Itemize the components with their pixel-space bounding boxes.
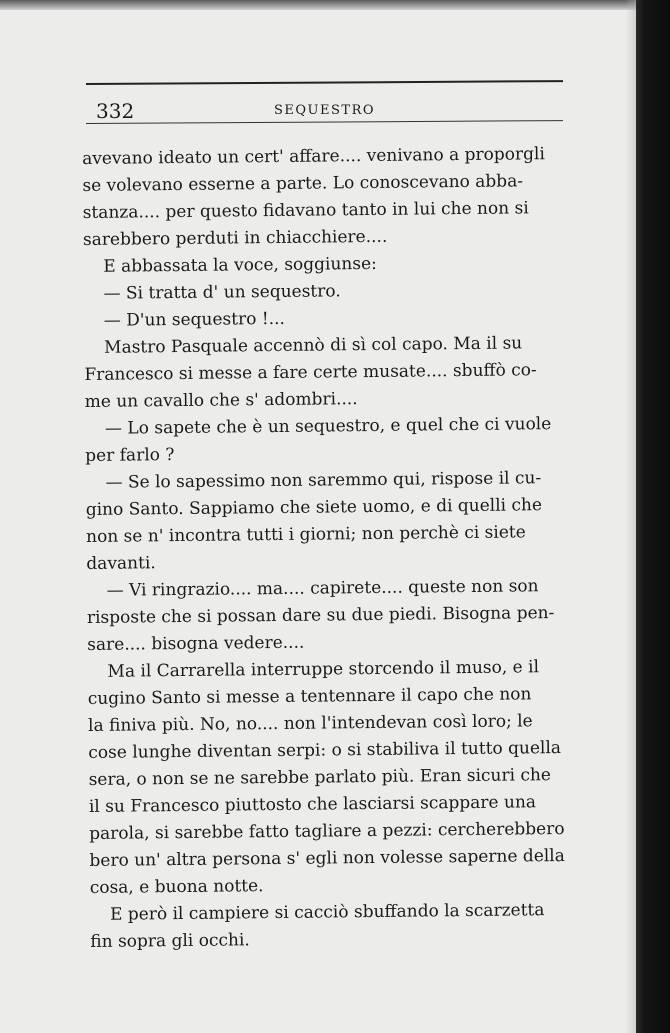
body-text [82, 141, 584, 956]
text-line: E abbassata la voce, soggiunse: [103, 253, 377, 277]
text-line: cugino Santo si messe a tentennare il capo che non [87, 684, 532, 709]
page-number: 332 [96, 99, 135, 123]
text-line: Francesco si messe a fare certe musate.... sbuffò co- [84, 360, 537, 385]
text-line: Mastro Pasquale accennò di sì col capo. Ma il su [104, 333, 523, 358]
text-line: sare.... bisogna vedere.... [87, 632, 305, 655]
text-line: — Si tratta d' un sequestro. [103, 281, 341, 304]
page-top-shadow [0, 0, 640, 10]
book-spine [636, 0, 670, 1033]
text-line: cosa, e buona notte. [89, 876, 264, 898]
text-line: gino Santo. Sappiamo che siete uomo, e di quelli che [85, 495, 543, 520]
text-line: per farlo ? [85, 445, 175, 466]
text-line: bero un' altra persona s' egli non volesse saperne della [89, 845, 565, 871]
text-line: parola, si sarebbe fatto tagliare a pezzi: cercherebbero [89, 818, 565, 844]
text-line: risposte che si possan dare su due piedi. Bisogna pen- [86, 603, 555, 628]
text-line: — Lo sapete che è un sequestro, e quel che ci vuole [104, 414, 552, 439]
text-line: fin sopra gli occhi. [90, 930, 250, 952]
text-line: Ma il Carrarella interruppe storcendo il muso, e il [107, 657, 540, 682]
text-line: il su Francesco piuttosto che lasciarsi scappare una [88, 792, 537, 817]
book-page [0, 10, 636, 1033]
text-line: E però il campiere si cacciò sbuffando la scarzetta [109, 900, 545, 925]
text-line: stanza.... per questo fidavano tanto in lui che non si [82, 198, 529, 223]
text-line: sera, o non se ne sarebbe parlato più. Eran sicuri che [88, 765, 552, 790]
running-head: SEQUESTRO [274, 103, 376, 118]
header-rule-top [86, 80, 563, 85]
text-line: non se n' incontra tutti i giorni; non perchè ci siete [85, 522, 526, 547]
text-line: avevano ideato un cert' affare.... venivano a proporgli [82, 144, 545, 169]
text-line: — Se lo sapessimo non saremmo qui, rispose il cu- [105, 468, 542, 493]
text-line: sarebbero perduti in chiacchiere.... [82, 226, 388, 250]
text-line: — D'un sequestro !... [103, 308, 285, 331]
text-line: cose lunghe diventan serpi: o si stabiliva il tutto quella [88, 738, 562, 763]
text-line: davanti. [86, 553, 156, 574]
text-line: se volevano esserne a parte. Lo conoscevano abba- [82, 171, 524, 196]
text-line: me un cavallo che s' adombri.... [84, 389, 358, 412]
text-line: — Vi ringrazio.... ma.... capirete.... queste non son [106, 576, 539, 601]
text-line: la finiva più. No, no.... non l'intendevan così loro; le [87, 711, 533, 736]
header-rule-bottom [86, 120, 563, 124]
